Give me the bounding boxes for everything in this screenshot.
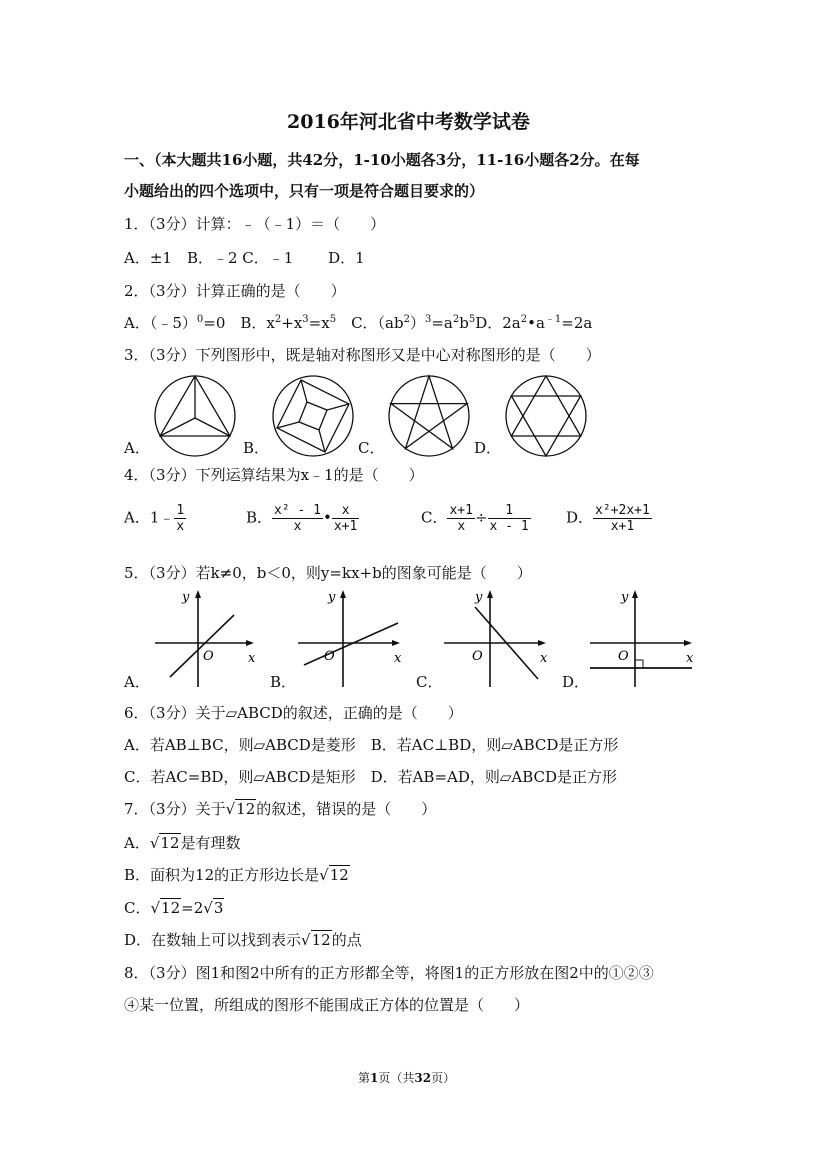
question-8-stem-line1: 8．（3分）图1和图2中所有的正方形都全等，将图1的正方形放在图2中的①②③ xyxy=(124,964,654,982)
figure-3a-label: A． xyxy=(124,439,150,457)
question-7-option-b: B．面积为12的正方形边长是√12 xyxy=(124,866,349,884)
graph-5b-x-label: x xyxy=(394,651,402,666)
graph-5c-y-label: y xyxy=(475,590,483,605)
graph-5c xyxy=(442,587,557,687)
question-2-options: A．（﹣5）$^0$=0 B．$x^2+x^3=x^5$ C．$(ab^2)^3=a^2b^5D$．$2a^2•a^{﹣1}=2a$ xyxy=(124,314,593,332)
page-footer: 第1页（共32页） xyxy=(358,1071,456,1085)
graph-5a-x-label: x xyxy=(248,651,256,666)
question-4-option-c: C． $\frac{x+1}{x}$ ÷ $\frac{1}{x - 1}$ xyxy=(421,503,529,534)
question-6-stem: 6．（3分）关于▱ABCD的叙述，正确的是（ ） xyxy=(124,704,463,722)
graph-5d-x-label: x xyxy=(686,651,694,666)
page-title: 2016年河北省中考数学试卷 xyxy=(287,111,530,133)
graph-5c-label: C． xyxy=(416,673,443,691)
graph-5a-y-label: y xyxy=(182,590,190,605)
graph-5d-y-label: y xyxy=(621,590,629,605)
section-instructions-line1: 一、（本大题共16小题，共42分，1-10小题各3分，11-16小题各2分。在每 xyxy=(124,151,640,169)
figure-3c-pentagram xyxy=(387,374,471,458)
graph-5c-origin: O xyxy=(472,649,483,664)
question-8-stem-line2: ④某一位置，所组成的图形不能围成正方体的位置是（ ） xyxy=(124,996,530,1014)
figure-3a-triangle-in-circle xyxy=(153,374,237,458)
graph-5d-label: D． xyxy=(562,673,590,691)
figure-3b-label: B． xyxy=(243,439,270,457)
figure-3c-label: C． xyxy=(358,439,385,457)
question-3-stem: 3．（3分）下列图形中，既是轴对称图形又是中心对称图形的是（ ） xyxy=(124,346,601,364)
graph-5b xyxy=(296,587,411,687)
question-7-option-d: D．在数轴上可以找到表示√12的点 xyxy=(124,931,362,949)
question-4-stem: 4．（3分）下列运算结果为x﹣1的是（ ） xyxy=(124,466,424,484)
question-4-option-b: B． $\frac{\text{x² - 1}}{x}$ • $\frac{x}{x+1}$ xyxy=(246,503,358,534)
graph-5d-origin: O xyxy=(618,649,629,664)
figure-3d-label: D． xyxy=(474,439,502,457)
graph-5a-origin: O xyxy=(203,649,214,664)
graph-5b-origin: O xyxy=(324,649,335,664)
question-1-stem: 1．（3分）计算：﹣（﹣1）＝（ ） xyxy=(124,215,386,233)
graph-5b-y-label: y xyxy=(328,590,336,605)
question-6-options-line2: C．若AC=BD，则▱ABCD是矩形 D．若AB=AD，则▱ABCD是正方形 xyxy=(124,768,618,786)
graph-5a-label: A． xyxy=(124,673,150,691)
question-6-options-line1: A．若AB⊥BC，则▱ABCD是菱形 B．若AC⊥BD，则▱ABCD是正方形 xyxy=(124,736,619,754)
graph-5d xyxy=(588,587,703,687)
figure-3b-square-pinwheel xyxy=(271,374,355,458)
question-7-stem: 7．（3分）关于√12的叙述，错误的是（ ） xyxy=(124,800,437,818)
graph-5a xyxy=(150,587,265,687)
section-instructions-line2: 小题给出的四个选项中，只有一项是符合题目要求的） xyxy=(124,182,485,200)
question-5-stem: 5．（3分）若k≠0，b＜0，则y=kx+b的图象可能是（ ） xyxy=(124,564,532,582)
question-2-stem: 2．（3分）计算正确的是（ ） xyxy=(124,282,346,300)
graph-5c-x-label: x xyxy=(540,651,548,666)
question-7-option-c: C．√12=2√3 xyxy=(124,899,224,917)
question-4-option-d: D． $\frac{\text{x²+2x+1}}{x+1}$ xyxy=(566,503,650,534)
graph-5b-label: B． xyxy=(270,673,297,691)
question-1-options: A．±1 B．﹣2 C．﹣1 D．1 xyxy=(124,249,365,267)
figure-3d-hexagram xyxy=(504,374,588,458)
question-4-option-a: A．1﹣ $\frac{1}{x}$ xyxy=(124,503,185,534)
question-7-option-a: A．√12是有理数 xyxy=(124,834,241,852)
